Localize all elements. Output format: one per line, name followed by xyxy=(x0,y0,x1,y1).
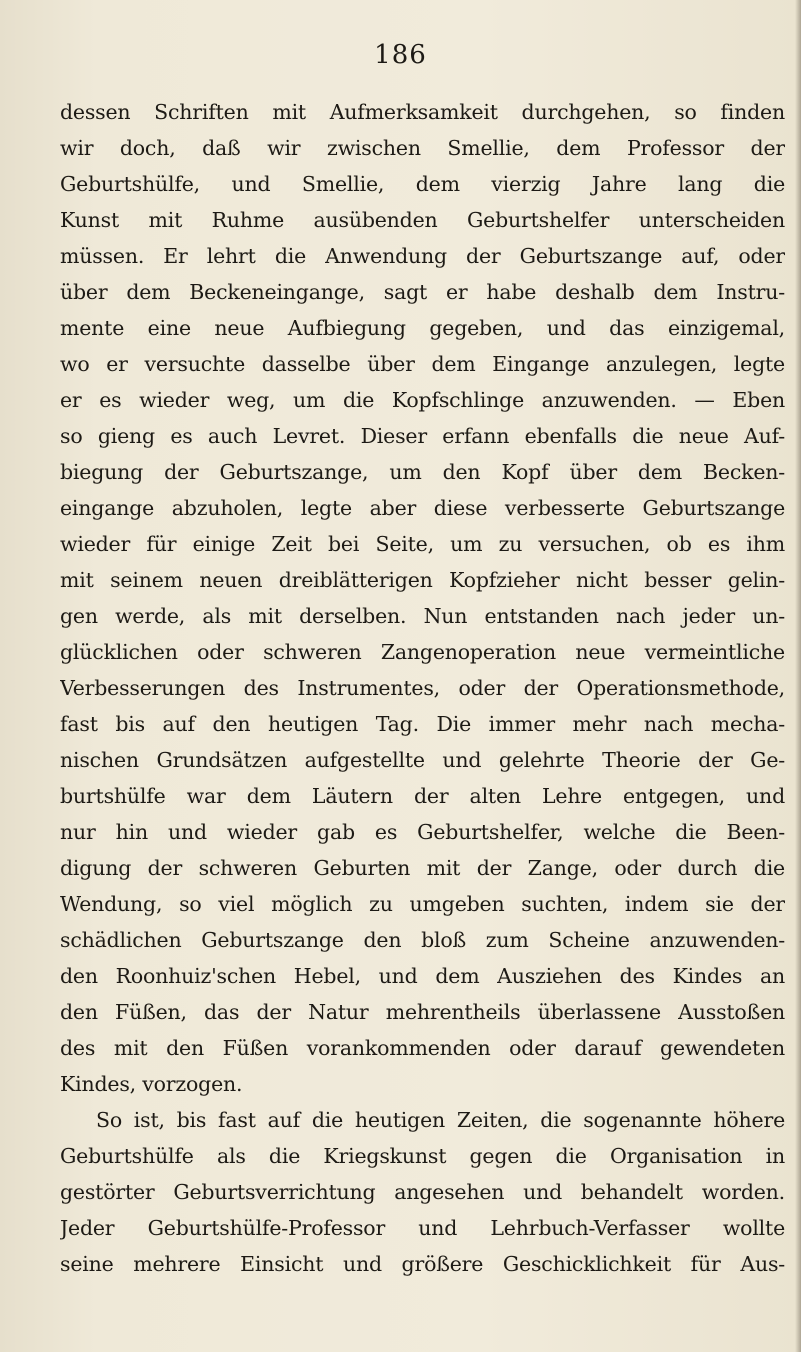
text-line: mit seinem neuen dreiblätterigen Kopfzieher nicht besser gelin- xyxy=(60,568,785,592)
text-line: mente eine neue Aufbiegung gegeben, und das einzigemal, xyxy=(60,316,785,340)
page-edge-shadow xyxy=(795,0,801,1352)
text-line: schädlichen Geburtszange den bloß zum Scheine anzuwenden- xyxy=(60,928,785,952)
text-line: nischen Grundsätzen aufgestellte und gelehrte Theorie der Ge- xyxy=(60,748,785,772)
text-line: Jeder Geburtshülfe-Professor und Lehrbuch-Verfasser wollte xyxy=(60,1216,785,1240)
text-line: gen werde, als mit derselben. Nun entstanden nach jeder un- xyxy=(60,604,785,628)
text-line: digung der schweren Geburten mit der Zange, oder durch die xyxy=(60,856,785,880)
text-line: Verbesserungen des Instrumentes, oder der Operationsmethode, xyxy=(60,676,785,700)
text-line: über dem Beckeneingange, sagt er habe deshalb dem Instru- xyxy=(60,280,785,304)
text-line: Wendung, so viel möglich zu umgeben suchten, indem sie der xyxy=(60,892,785,916)
text-line: müssen. Er lehrt die Anwendung der Geburtszange auf, oder xyxy=(60,244,785,268)
text-line: den Füßen, das der Natur mehrentheils überlassene Ausstoßen xyxy=(60,1000,785,1024)
text-line: Geburtshülfe, und Smellie, dem vierzig Jahre lang die xyxy=(60,172,785,196)
text-line: Geburtshülfe als die Kriegskunst gegen die Organisation in xyxy=(60,1144,785,1168)
text-line: burtshülfe war dem Läutern der alten Lehre entgegen, und xyxy=(60,784,785,808)
text-line: wo er versuchte dasselbe über dem Eingange anzulegen, legte xyxy=(60,352,785,376)
text-line: eingange abzuholen, legte aber diese verbesserte Geburtszange xyxy=(60,496,785,520)
text-line: er es wieder weg, um die Kopfschlinge anzuwenden. — Eben xyxy=(60,388,785,412)
page-number: 186 xyxy=(374,40,427,70)
text-line: wieder für einige Zeit bei Seite, um zu versuchen, ob es ihm xyxy=(60,532,785,556)
text-line: wir doch, daß wir zwischen Smellie, dem Professor der xyxy=(60,136,785,160)
text-line: gestörter Geburtsverrichtung angesehen und behandelt worden. xyxy=(60,1180,785,1204)
text-line: glücklichen oder schweren Zangenoperation neue vermeintliche xyxy=(60,640,785,664)
text-line: dessen Schriften mit Aufmerksamkeit durchgehen, so finden xyxy=(60,100,785,124)
body-text xyxy=(60,94,785,1282)
text-line: den Roonhuiz'schen Hebel, und dem Ausziehen des Kindes an xyxy=(60,964,785,988)
text-line: Kindes, vorzogen. xyxy=(60,1072,243,1096)
text-line: so gieng es auch Levret. Dieser erfann ebenfalls die neue Auf- xyxy=(60,424,785,448)
text-line: So ist, bis fast auf die heutigen Zeiten, die sogenannte höhere xyxy=(96,1108,785,1132)
text-line: biegung der Geburtszange, um den Kopf über dem Becken- xyxy=(60,460,785,484)
text-line: fast bis auf den heutigen Tag. Die immer mehr nach mecha- xyxy=(60,712,785,736)
text-line: nur hin und wieder gab es Geburtshelfer, welche die Been- xyxy=(60,820,785,844)
text-line: des mit den Füßen vorankommenden oder darauf gewendeten xyxy=(60,1036,785,1060)
text-line: seine mehrere Einsicht und größere Geschicklichkeit für Aus- xyxy=(60,1252,785,1276)
text-line: Kunst mit Ruhme ausübenden Geburtshelfer unterscheiden xyxy=(60,208,785,232)
